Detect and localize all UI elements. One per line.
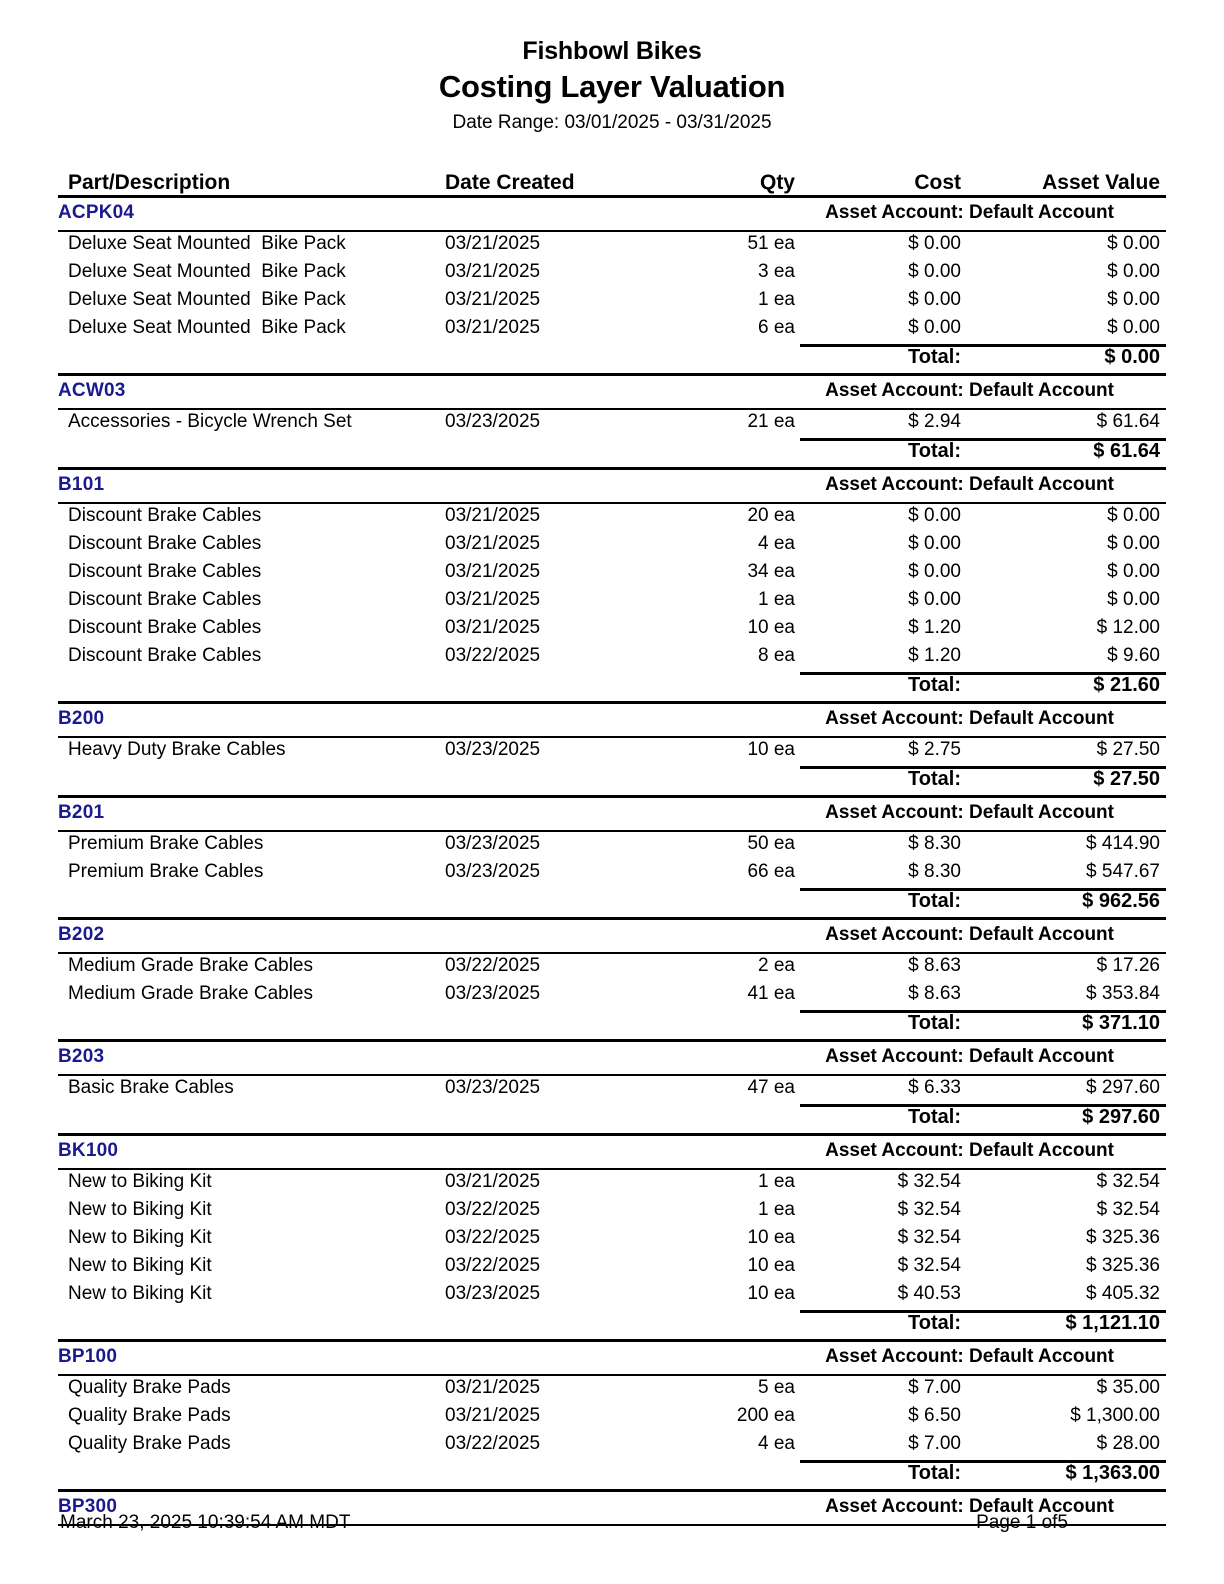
cell-date-created: 03/22/2025	[445, 1255, 541, 1276]
cell-cost: $ 1.20	[908, 617, 961, 638]
cell-cost: $ 7.00	[908, 1377, 961, 1398]
cell-description: Accessories - Bicycle Wrench Set	[68, 411, 352, 432]
table-column-headers	[58, 165, 1166, 195]
cell-qty: 10 ea	[747, 739, 795, 760]
asset-account-label: Asset Account: Default Account	[825, 924, 1114, 945]
total-label: Total:	[908, 1012, 961, 1034]
cell-asset-value: $ 325.36	[1086, 1255, 1160, 1276]
costing-layer-rows	[58, 954, 1166, 1010]
asset-account-label: Asset Account: Default Account	[825, 202, 1114, 223]
cell-cost: $ 8.63	[908, 955, 961, 976]
company-name: Fishbowl Bikes	[522, 37, 702, 65]
total-value: $ 61.64	[1093, 440, 1160, 462]
total-label: Total:	[908, 440, 961, 462]
part-group-header	[58, 1136, 1166, 1168]
cell-asset-value: $ 27.50	[1096, 739, 1160, 760]
column-header-cost: Cost	[914, 171, 961, 194]
cell-date-created: 03/23/2025	[445, 861, 541, 882]
cell-date-created: 03/22/2025	[445, 955, 541, 976]
cell-qty: 10 ea	[747, 1227, 795, 1248]
total-label: Total:	[908, 890, 961, 912]
cell-qty: 66 ea	[747, 861, 795, 882]
footer-generated-timestamp: March 23, 2025 10:39:54 AM MDT	[60, 1512, 351, 1533]
table-row[interactable]	[58, 1404, 1166, 1432]
cell-cost: $ 32.54	[897, 1171, 961, 1192]
cell-cost: $ 0.00	[908, 289, 961, 310]
cell-date-created: 03/21/2025	[445, 1405, 541, 1426]
group-total-row	[58, 1310, 1166, 1339]
total-value: $ 371.10	[1082, 1012, 1160, 1034]
costing-layer-rows	[58, 504, 1166, 672]
total-label: Total:	[908, 1312, 961, 1334]
table-row[interactable]	[58, 588, 1166, 616]
cell-date-created: 03/22/2025	[445, 1227, 541, 1248]
part-group-header	[58, 704, 1166, 736]
part-number[interactable]: ACW03	[58, 380, 126, 401]
part-number[interactable]: B200	[58, 708, 105, 729]
cell-description: Discount Brake Cables	[68, 645, 262, 666]
cell-asset-value: $ 17.26	[1096, 955, 1160, 976]
cell-description: Heavy Duty Brake Cables	[68, 739, 286, 760]
cell-description: Deluxe Seat Mounted Bike Pack	[68, 261, 346, 282]
cell-asset-value: $ 325.36	[1086, 1227, 1160, 1248]
cell-asset-value: $ 1,300.00	[1070, 1405, 1160, 1426]
table-row[interactable]	[58, 1282, 1166, 1310]
cell-asset-value: $ 0.00	[1107, 505, 1160, 526]
cell-cost: $ 2.75	[908, 739, 961, 760]
cell-qty: 4 ea	[758, 1433, 795, 1454]
table-row[interactable]	[58, 504, 1166, 532]
cell-asset-value: $ 61.64	[1096, 411, 1160, 432]
total-value: $ 1,121.10	[1065, 1312, 1160, 1334]
report-header	[58, 0, 1166, 136]
cell-cost: $ 7.00	[908, 1433, 961, 1454]
asset-account-label: Asset Account: Default Account	[825, 1046, 1114, 1067]
cell-qty: 47 ea	[747, 1077, 795, 1098]
part-number[interactable]: B202	[58, 924, 105, 945]
cell-asset-value: $ 35.00	[1096, 1377, 1160, 1398]
asset-account-label: Asset Account: Default Account	[825, 802, 1114, 823]
cell-qty: 34 ea	[747, 561, 795, 582]
table-row[interactable]	[58, 1170, 1166, 1198]
table-row[interactable]	[58, 316, 1166, 344]
cell-qty: 1 ea	[758, 1199, 795, 1220]
cell-date-created: 03/21/2025	[445, 233, 541, 254]
costing-layer-rows	[58, 738, 1166, 766]
cell-cost: $ 8.30	[908, 861, 961, 882]
cell-qty: 6 ea	[758, 317, 795, 338]
part-group-header	[58, 376, 1166, 408]
cell-qty: 50 ea	[747, 833, 795, 854]
cell-qty: 21 ea	[747, 411, 795, 432]
asset-account-label: Asset Account: Default Account	[825, 1346, 1114, 1367]
part-number[interactable]: BP300	[58, 1496, 118, 1517]
part-number[interactable]: BK100	[58, 1140, 119, 1161]
cell-qty: 1 ea	[758, 589, 795, 610]
group-total-row	[58, 1460, 1166, 1489]
total-value: $ 27.50	[1093, 768, 1160, 790]
costing-layer-rows	[58, 1170, 1166, 1310]
costing-layer-rows	[58, 832, 1166, 888]
cell-description: Premium Brake Cables	[68, 833, 264, 854]
asset-account-label: Asset Account: Default Account	[825, 708, 1114, 729]
cell-date-created: 03/21/2025	[445, 261, 541, 282]
cell-asset-value: $ 28.00	[1096, 1433, 1160, 1454]
cell-date-created: 03/23/2025	[445, 833, 541, 854]
cell-qty: 10 ea	[747, 1283, 795, 1304]
part-number[interactable]: B101	[58, 474, 105, 495]
date-range-subtitle: Date Range: 03/01/2025 - 03/31/2025	[452, 112, 772, 133]
cell-cost: $ 1.20	[908, 645, 961, 666]
cell-asset-value: $ 353.84	[1086, 983, 1160, 1004]
table-row[interactable]	[58, 532, 1166, 560]
cell-cost: $ 32.54	[897, 1199, 961, 1220]
cell-date-created: 03/22/2025	[445, 645, 541, 666]
cell-asset-value: $ 405.32	[1086, 1283, 1160, 1304]
cell-date-created: 03/22/2025	[445, 1433, 541, 1454]
cell-cost: $ 6.50	[908, 1405, 961, 1426]
cell-description: Discount Brake Cables	[68, 589, 262, 610]
group-total-row	[58, 344, 1166, 373]
group-total-row	[58, 766, 1166, 795]
cell-description: Deluxe Seat Mounted Bike Pack	[68, 317, 346, 338]
total-label: Total:	[908, 1462, 961, 1484]
total-label: Total:	[908, 346, 961, 368]
group-total-row	[58, 888, 1166, 917]
cell-description: New to Biking Kit	[68, 1199, 212, 1220]
column-header-part-description: Part/Description	[68, 171, 231, 194]
total-label: Total:	[908, 1106, 961, 1128]
cell-asset-value: $ 414.90	[1086, 833, 1160, 854]
cell-description: New to Biking Kit	[68, 1227, 212, 1248]
page-footer	[58, 1512, 1166, 1538]
cell-cost: $ 0.00	[908, 317, 961, 338]
cell-qty: 10 ea	[747, 1255, 795, 1276]
table-row[interactable]	[58, 560, 1166, 588]
table-row[interactable]	[58, 1432, 1166, 1460]
cell-qty: 2 ea	[758, 955, 795, 976]
table-row[interactable]	[58, 860, 1166, 888]
cell-description: New to Biking Kit	[68, 1171, 212, 1192]
cell-asset-value: $ 0.00	[1107, 233, 1160, 254]
cell-asset-value: $ 0.00	[1107, 533, 1160, 554]
cell-date-created: 03/21/2025	[445, 289, 541, 310]
group-total-row	[58, 672, 1166, 701]
cell-description: New to Biking Kit	[68, 1283, 212, 1304]
cell-qty: 3 ea	[758, 261, 795, 282]
cell-date-created: 03/22/2025	[445, 1199, 541, 1220]
total-value: $ 0.00	[1104, 346, 1160, 368]
part-group-header	[58, 470, 1166, 502]
cell-date-created: 03/21/2025	[445, 561, 541, 582]
table-row[interactable]	[58, 1198, 1166, 1226]
part-number[interactable]: B203	[58, 1046, 105, 1067]
asset-account-label: Asset Account: Default Account	[825, 380, 1114, 401]
cell-qty: 20 ea	[747, 505, 795, 526]
asset-account-label: Asset Account: Default Account	[825, 1140, 1114, 1161]
cell-date-created: 03/23/2025	[445, 1077, 541, 1098]
cell-description: Medium Grade Brake Cables	[68, 983, 313, 1004]
total-value: $ 21.60	[1093, 674, 1160, 696]
table-row[interactable]	[58, 260, 1166, 288]
part-group-header	[58, 1342, 1166, 1374]
cell-qty: 10 ea	[747, 617, 795, 638]
report-body	[58, 195, 1166, 1526]
cell-description: Basic Brake Cables	[68, 1077, 234, 1098]
cell-qty: 200 ea	[736, 1405, 795, 1426]
cell-cost: $ 0.00	[908, 261, 961, 282]
part-number[interactable]: ACPK04	[58, 202, 135, 223]
cell-description: Quality Brake Pads	[68, 1377, 231, 1398]
cell-qty: 51 ea	[747, 233, 795, 254]
table-row[interactable]	[58, 1254, 1166, 1282]
table-row[interactable]	[58, 288, 1166, 316]
cell-description: Discount Brake Cables	[68, 533, 262, 554]
cell-cost: $ 0.00	[908, 589, 961, 610]
table-row[interactable]	[58, 954, 1166, 982]
cell-date-created: 03/21/2025	[445, 505, 541, 526]
total-value: $ 962.56	[1082, 890, 1160, 912]
cell-cost: $ 32.54	[897, 1227, 961, 1248]
asset-account-label: Asset Account: Default Account	[825, 474, 1114, 495]
table-row[interactable]	[58, 832, 1166, 860]
costing-layer-rows	[58, 232, 1166, 344]
part-group-header	[58, 798, 1166, 830]
asset-account-label: Asset Account: Default Account	[825, 1496, 1114, 1517]
cell-asset-value: $ 32.54	[1096, 1171, 1160, 1192]
cell-description: Discount Brake Cables	[68, 505, 262, 526]
table-row[interactable]	[58, 410, 1166, 438]
cell-date-created: 03/21/2025	[445, 533, 541, 554]
cell-asset-value: $ 297.60	[1086, 1077, 1160, 1098]
cell-date-created: 03/21/2025	[445, 317, 541, 338]
table-row[interactable]	[58, 738, 1166, 766]
footer-page-number: Page 1 of5	[976, 1512, 1068, 1533]
total-value: $ 297.60	[1082, 1106, 1160, 1128]
cell-asset-value: $ 0.00	[1107, 589, 1160, 610]
total-label: Total:	[908, 768, 961, 790]
cell-asset-value: $ 0.00	[1107, 261, 1160, 282]
cell-cost: $ 0.00	[908, 533, 961, 554]
cell-date-created: 03/23/2025	[445, 739, 541, 760]
column-header-qty: Qty	[759, 171, 795, 194]
costing-layer-rows	[58, 410, 1166, 438]
cell-date-created: 03/21/2025	[445, 617, 541, 638]
table-row[interactable]	[58, 644, 1166, 672]
cell-asset-value: $ 32.54	[1096, 1199, 1160, 1220]
cell-description: Quality Brake Pads	[68, 1433, 231, 1454]
part-group-header	[58, 920, 1166, 952]
cell-description: Discount Brake Cables	[68, 561, 262, 582]
cell-cost: $ 32.54	[897, 1255, 961, 1276]
table-row[interactable]	[58, 1376, 1166, 1404]
total-value: $ 1,363.00	[1065, 1462, 1160, 1484]
cell-qty: 5 ea	[758, 1377, 795, 1398]
table-row[interactable]	[58, 232, 1166, 260]
cell-qty: 1 ea	[758, 289, 795, 310]
cell-cost: $ 2.94	[908, 411, 961, 432]
cell-asset-value: $ 0.00	[1107, 317, 1160, 338]
cell-cost: $ 0.00	[908, 233, 961, 254]
page-title: Costing Layer Valuation	[438, 69, 786, 104]
group-total-row	[58, 1010, 1166, 1039]
cell-date-created: 03/23/2025	[445, 1283, 541, 1304]
table-row[interactable]	[58, 616, 1166, 644]
cell-asset-value: $ 547.67	[1086, 861, 1160, 882]
costing-layer-rows	[58, 1376, 1166, 1460]
cell-asset-value: $ 0.00	[1107, 289, 1160, 310]
cell-asset-value: $ 12.00	[1096, 617, 1160, 638]
cell-qty: 1 ea	[758, 1171, 795, 1192]
cell-description: New to Biking Kit	[68, 1255, 212, 1276]
cell-date-created: 03/23/2025	[445, 983, 541, 1004]
cell-description: Premium Brake Cables	[68, 861, 264, 882]
column-header-date-created: Date Created	[445, 171, 575, 194]
cell-cost: $ 6.33	[908, 1077, 961, 1098]
part-number[interactable]: BP100	[58, 1346, 118, 1367]
table-row[interactable]	[58, 982, 1166, 1010]
part-group-header	[58, 198, 1166, 230]
cell-asset-value: $ 0.00	[1107, 561, 1160, 582]
group-total-row	[58, 1104, 1166, 1133]
cell-date-created: 03/21/2025	[445, 589, 541, 610]
total-label: Total:	[908, 674, 961, 696]
cell-cost: $ 8.30	[908, 833, 961, 854]
group-total-row	[58, 438, 1166, 467]
cell-description: Deluxe Seat Mounted Bike Pack	[68, 233, 346, 254]
cell-date-created: 03/21/2025	[445, 1171, 541, 1192]
part-group-header	[58, 1042, 1166, 1074]
cell-cost: $ 0.00	[908, 561, 961, 582]
cell-qty: 41 ea	[747, 983, 795, 1004]
cell-date-created: 03/23/2025	[445, 411, 541, 432]
cell-description: Discount Brake Cables	[68, 617, 262, 638]
cell-qty: 4 ea	[758, 533, 795, 554]
table-row[interactable]	[58, 1226, 1166, 1254]
part-number[interactable]: B201	[58, 802, 105, 823]
cell-qty: 8 ea	[758, 645, 795, 666]
table-row[interactable]	[58, 1076, 1166, 1104]
cell-description: Medium Grade Brake Cables	[68, 955, 313, 976]
column-header-asset-value: Asset Value	[1042, 171, 1160, 194]
cell-cost: $ 8.63	[908, 983, 961, 1004]
cell-description: Quality Brake Pads	[68, 1405, 231, 1426]
cell-cost: $ 40.53	[897, 1283, 961, 1304]
cell-description: Deluxe Seat Mounted Bike Pack	[68, 289, 346, 310]
cell-cost: $ 0.00	[908, 505, 961, 526]
cell-asset-value: $ 9.60	[1107, 645, 1160, 666]
costing-layer-rows	[58, 1076, 1166, 1104]
cell-date-created: 03/21/2025	[445, 1377, 541, 1398]
